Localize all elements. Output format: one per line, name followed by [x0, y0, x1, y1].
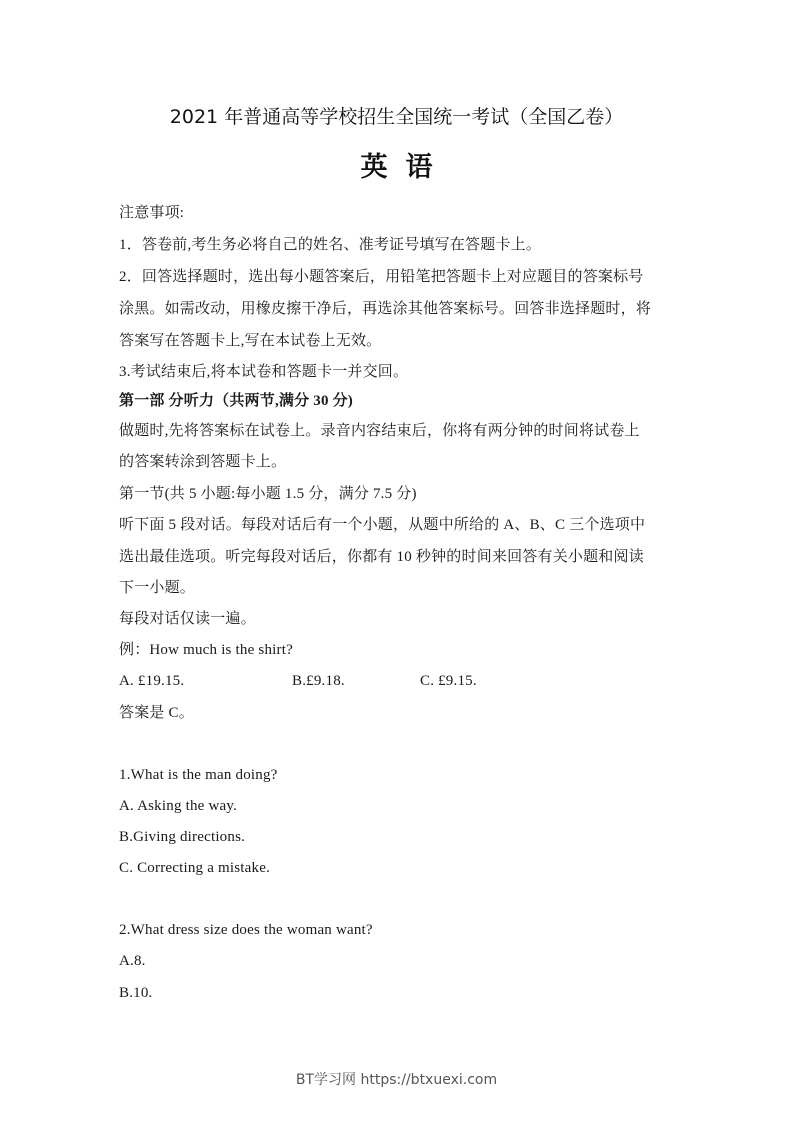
example-question: 例：How much is the shirt? [119, 642, 293, 658]
question-1-option-a: A. Asking the way. [119, 798, 238, 814]
subject-title: 英语 [360, 152, 451, 183]
example-option-b: B.£9.18. [292, 673, 345, 689]
notice-heading: 注意事项: [119, 205, 185, 221]
section1-instruction-3: 下一小题。 [119, 580, 196, 596]
question-2: 2.What dress size does the woman want? [119, 922, 373, 938]
question-2-option-a: A.8. [119, 953, 146, 969]
question-1: 1.What is the man doing? [119, 767, 278, 783]
section1-instruction-1: 听下面 5 段对话。每段对话后有一个小题，从题中所给的 A、B、C 三个选项中 [119, 517, 646, 533]
question-1-option-c: C. Correcting a mistake. [119, 860, 271, 876]
notice-item-2: 2．回答选择题时，选出每小题答案后，用铅笔把答题卡上对应题目的答案标号 [119, 269, 644, 285]
notice-item-1: 1．答卷前,考生务必将自己的姓名、准考证号填写在答题卡上。 [119, 237, 542, 253]
watermark-footer: BT学习网 https://btxuexi.com [295, 1072, 498, 1088]
part1-instruction-2: 的答案转涂到答题卡上。 [119, 454, 287, 470]
question-2-option-b: B.10. [119, 985, 153, 1001]
example-option-c: C. £9.15. [420, 673, 477, 689]
exam-title: 2021 年普通高等学校招生全国统一考试（全国乙卷） [169, 106, 624, 128]
example-option-a: A. £19.15. [119, 673, 185, 689]
question-1-option-b: B.Giving directions. [119, 829, 246, 845]
example-answer: 答案是 C。 [119, 705, 194, 721]
notice-item-2-cont2: 答案写在答题卡上,写在本试卷上无效。 [119, 333, 382, 349]
section1-instruction-2: 选出最佳选项。听完每段对话后，你都有 10 秒钟的时间来回答有关小题和阅读 [119, 549, 644, 565]
part1-instruction-1: 做题时,先将答案标在试卷上。录音内容结束后，你将有两分钟的时间将试卷上 [119, 423, 640, 439]
notice-item-3: 3.考试结束后,将本试卷和答题卡一并交回。 [119, 364, 409, 380]
notice-item-2-cont: 涂黑。如需改动，用橡皮擦干净后，再选涂其他答案标号。回答非选择题时，将 [119, 301, 652, 317]
section1-heading: 第一节(共 5 小题:每小题 1.5 分，满分 7.5 分) [119, 486, 417, 502]
example-options [119, 671, 619, 691]
section1-instruction-4: 每段对话仅读一遍。 [119, 611, 256, 627]
part1-heading: 第一部 分听力（共两节,满分 30 分) [119, 393, 353, 409]
